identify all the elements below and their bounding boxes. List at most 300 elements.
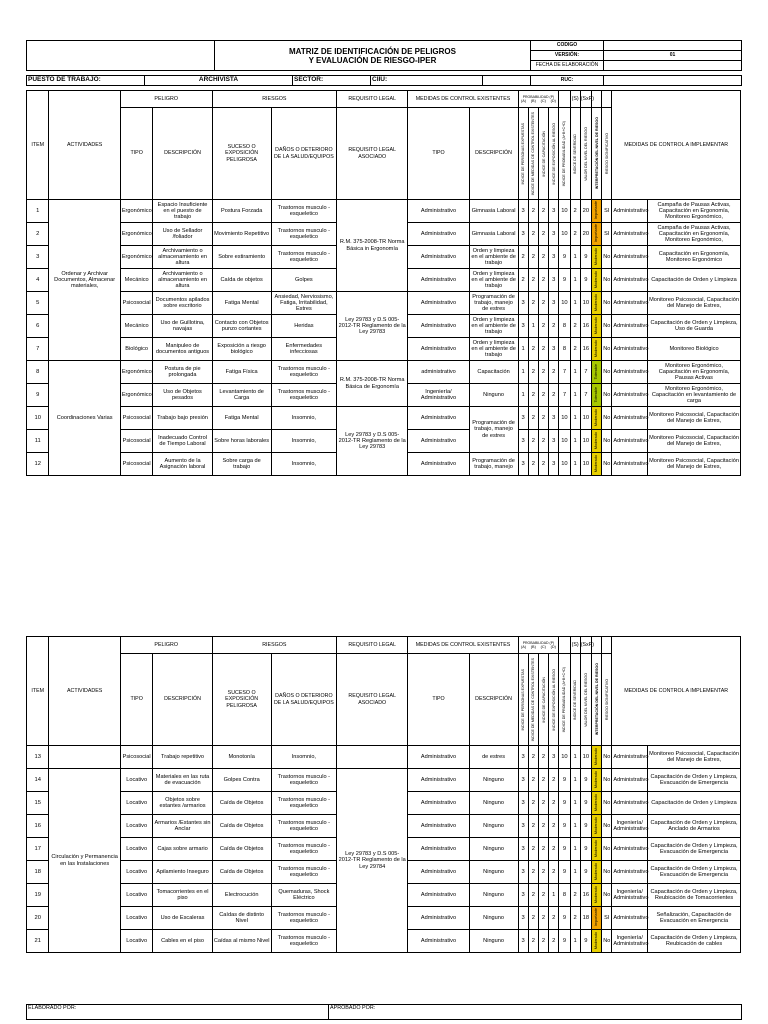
index-d: 3	[549, 430, 559, 453]
peligro-descripcion: Uso de Guillotina, navajas	[153, 315, 212, 338]
risk-level-label: Moderado	[594, 862, 599, 880]
index-b: 2	[528, 792, 538, 815]
legal-requirement: R.M. 375-2008-TR Norma Básica in Ergonomía	[337, 200, 408, 292]
risk-level	[591, 223, 601, 246]
significant-risk: No	[602, 930, 612, 953]
peligro-tipo: Locativo	[120, 815, 153, 838]
index-b: 2	[528, 269, 538, 292]
significant-risk: No	[602, 315, 612, 338]
suceso: Electrocución	[212, 884, 271, 907]
v1-header: INDICE DE PERSONAS EXPUESTAS	[521, 122, 526, 185]
puesto-value: ARCHIVISTA	[145, 76, 293, 86]
index-d: 2	[549, 361, 559, 384]
index-p: 9	[559, 815, 570, 838]
significant-risk: No	[602, 430, 612, 453]
medida-descripcion: Ninguno	[469, 838, 518, 861]
index-sp: 9	[580, 930, 591, 953]
implement-descripcion: Capacitación de Orden y Limpieza, Evacuación de Emergencia	[648, 838, 741, 861]
index-a: 3	[518, 223, 528, 246]
fecha-value	[604, 61, 742, 71]
peligro-descripcion: Cajas sobre armario	[153, 838, 212, 861]
peligro-descripcion: Postura de pie prolongada	[153, 361, 212, 384]
implement-descripcion: Capacitación en Ergonomía, Monitoreo Ergonómico	[648, 246, 741, 269]
document-title	[215, 41, 531, 71]
index-c: 2	[538, 315, 548, 338]
implement-descripcion: Monitoreo Ergonómico, Capacitación en levantamiento de carga	[648, 384, 741, 407]
medida-descripcion: Gimnasia Laboral	[469, 223, 518, 246]
index-p: 9	[559, 838, 570, 861]
index-c: 2	[538, 407, 548, 430]
medida-tipo: Ingeniería/ Administrativo	[408, 384, 469, 407]
dano: Golpes	[271, 269, 336, 292]
peligro-tipo: Locativo	[120, 861, 153, 884]
peligro-descripcion: Archivamiento o almacenamiento en altura	[153, 269, 212, 292]
suceso: Postura Forzada	[212, 200, 271, 223]
index-sp: 10	[580, 407, 591, 430]
danos-header-2: DAÑOS O DETERIORO DE LA SALUD/EQUIPOS	[271, 654, 336, 746]
risk-level	[591, 338, 601, 361]
danos-header: DAÑOS O DETERIORO DE LA SALUD/EQUIPOS	[271, 108, 336, 200]
peligro-descripcion: Documentos apilados sobre escritorio	[153, 292, 212, 315]
v8-header-2: INTERPRETACIÓN DEL NIVEL DE RIESGO	[594, 663, 599, 736]
peligro-descripcion: Tomacorrientes en el piso	[153, 884, 212, 907]
item-header-2: ITEM	[27, 637, 49, 746]
table-row	[27, 769, 741, 792]
version-value: 01	[604, 51, 742, 61]
medida-descripcion: Orden y limpieza en el ambiente de trabajo	[469, 338, 518, 361]
index-sp: 16	[580, 884, 591, 907]
codigo-value	[604, 41, 742, 51]
peligro-tipo: Psicosocial	[120, 453, 153, 476]
index-s: 1	[570, 246, 580, 269]
implement-descripcion: Campaña de Pausas Activas, Capacitación en Ergonomía, Monitoreo Ergonómico,	[648, 200, 741, 223]
peligro-descripcion: Uso de Sellador /foliador	[153, 223, 212, 246]
item-number: 11	[27, 430, 49, 453]
implement-descripcion: Capacitación de Orden y Limpieza, Reubicación de cables	[648, 930, 741, 953]
index-s: 1	[570, 746, 580, 769]
index-p: 10	[559, 746, 570, 769]
dano: Trastornos musculo - esqueletico	[271, 907, 336, 930]
index-a: 1	[518, 384, 528, 407]
item-number: 7	[27, 338, 49, 361]
index-p: 10	[559, 292, 570, 315]
aprobado-label: APROBADO POR:	[329, 1005, 742, 1020]
significant-risk: No	[602, 792, 612, 815]
implement-descripcion: Monitoreo Ergonómico, Capacitación en Ergonomía, Pausas Activas	[648, 361, 741, 384]
table-row	[27, 361, 741, 384]
peligro-tipo: Psicosocial	[120, 746, 153, 769]
risk-level-label: Moderado	[594, 454, 599, 472]
descripcion-header-2: DESCRIPCIÓN	[153, 654, 212, 746]
medidas-existentes-header: MEDIDAS DE CONTROL EXISTENTES	[408, 91, 518, 108]
medida-tipo: Administrativo	[408, 269, 469, 292]
dano: Insomnio,	[271, 453, 336, 476]
index-b: 2	[528, 384, 538, 407]
descripcion2-header-2: DESCRIPCIÓN	[469, 654, 518, 746]
index-a: 3	[518, 838, 528, 861]
v2-header: INDICE DE MEDIDAS DE CONTROL EXISTENTES	[531, 111, 536, 196]
significant-risk: No	[602, 407, 612, 430]
sp-header-2: (SxP)	[580, 637, 591, 654]
suceso: Sobre carga de trabajo	[212, 453, 271, 476]
index-a: 3	[518, 815, 528, 838]
index-s: 1	[570, 430, 580, 453]
v6-header: INDICE DE SEVERIDAD	[573, 133, 578, 174]
implement-descripcion: Capacitación de Orden y Limpieza	[648, 269, 741, 292]
implement-tipo: Administrativo	[612, 792, 648, 815]
index-a: 2	[518, 246, 528, 269]
index-d: 2	[549, 769, 559, 792]
dano: Trastornos musculo - esqueletico	[271, 838, 336, 861]
implement-descripcion: Capacitación de Orden y Limpieza, Reubicación de Tomacorrientes	[648, 884, 741, 907]
index-b: 2	[528, 430, 538, 453]
index-p: 10	[559, 453, 570, 476]
peligro-descripcion: Inadecuado Control de Tiempo Laboral	[153, 430, 212, 453]
v6-header-2: INDICE DE SEVERIDAD	[573, 679, 578, 720]
index-s: 1	[570, 769, 580, 792]
risk-level-label: Moderado	[594, 885, 599, 903]
index-s: 1	[570, 384, 580, 407]
medida-tipo: Administrativo	[408, 430, 469, 453]
peligro-descripcion: Apilamiento Inseguro	[153, 861, 212, 884]
index-c: 2	[538, 453, 548, 476]
title-line-1: MATRIZ DE IDENTIFICACIÓN DE PELIGROS	[289, 46, 456, 56]
item-number: 15	[27, 792, 49, 815]
item-number: 2	[27, 223, 49, 246]
medida-tipo: Administrativo	[408, 861, 469, 884]
index-s: 1	[570, 930, 580, 953]
index-d: 2	[549, 384, 559, 407]
item-number: 5	[27, 292, 49, 315]
suceso-header: SUCESO O EXPOSICIÓN PELIGROSA	[212, 108, 271, 200]
v5-header-2: INDICE DE PROBABILIDAD (A+B+C+D)	[562, 666, 567, 733]
requisito-header: REQUISITO LEGAL	[337, 91, 408, 108]
req-asociado-header-2: REQUISITO LEGAL ASOCIADO	[337, 654, 408, 746]
descripcion-header: DESCRIPCIÓN	[153, 108, 212, 200]
risk-level-label: Moderado	[594, 247, 599, 265]
index-d: 3	[549, 453, 559, 476]
v7-header-2: VALOR DEL NIVEL DEL RIESGO	[583, 672, 588, 727]
risk-level	[591, 361, 601, 384]
v5-header: INDICE DE PROBABILIDAD (A+B+C+D)	[562, 120, 567, 187]
index-p: 9	[559, 907, 570, 930]
dano: Enfermedades infecciosas	[271, 338, 336, 361]
title-line-2: Y EVALUACIÓN DE RIESGO-IPER	[308, 55, 437, 65]
dano: Ansiedad, Nerviosismo, Fatiga, Irritabilidad, Estres	[271, 292, 336, 315]
significant-risk: No	[602, 384, 612, 407]
risk-level-label: Importante	[594, 908, 599, 927]
peligro-tipo: Biológico	[120, 338, 153, 361]
index-d: 3	[549, 338, 559, 361]
medida-descripcion: Ninguno	[469, 792, 518, 815]
medidas-implementar-header-2: MEDIDAS DE CONTROL A IMPLEMENTAR	[612, 637, 741, 746]
index-d: 2	[549, 792, 559, 815]
index-p: 9	[559, 792, 570, 815]
index-p: 9	[559, 769, 570, 792]
peligro-descripcion: Trabajo bajo presión	[153, 407, 212, 430]
index-a: 3	[518, 292, 528, 315]
peligro-descripcion: Trabajo repetitivo	[153, 746, 212, 769]
suceso: Caída de Objetos	[212, 838, 271, 861]
tipo-header-2: TIPO	[120, 654, 153, 746]
index-sp: 10	[580, 746, 591, 769]
index-d: 3	[549, 269, 559, 292]
medida-descripcion: Orden y limpieza en el ambiente de trabajo	[469, 315, 518, 338]
dano: Trastornos musculo - esqueletico	[271, 246, 336, 269]
risk-level-label: Moderado	[594, 816, 599, 834]
index-d: 2	[549, 815, 559, 838]
index-s: 1	[570, 792, 580, 815]
implement-tipo: Administrativo	[612, 384, 648, 407]
index-b: 1	[528, 315, 538, 338]
index-p: 8	[559, 338, 570, 361]
peligro-tipo: Psicosocial	[120, 292, 153, 315]
risk-level	[591, 430, 601, 453]
v9-header: RIESGO SIGNIFICATIVO	[604, 132, 609, 175]
implement-tipo: Ingeniería/ Administrativo	[612, 815, 648, 838]
index-d: 2	[549, 907, 559, 930]
medida-tipo: Administrativo	[408, 200, 469, 223]
suceso: Fatiga Física	[212, 361, 271, 384]
peligro-tipo: Ergonómico	[120, 246, 153, 269]
medida-descripcion: Orden y limpieza en el ambiente de trabajo	[469, 246, 518, 269]
index-c: 2	[538, 838, 548, 861]
activity: Ordenar y Archivar Documentos, Almacenar materiales,	[49, 200, 120, 361]
risk-level	[591, 384, 601, 407]
implement-tipo: Administrativo	[612, 246, 648, 269]
index-p: 8	[559, 884, 570, 907]
risk-level-label: Moderado	[594, 747, 599, 765]
legal-requirement: R.M. 375-2008-TR Norma Básica de Ergonomía	[337, 361, 408, 407]
risk-level	[591, 792, 601, 815]
significant-risk: No	[602, 861, 612, 884]
index-a: 2	[518, 269, 528, 292]
peligro-descripcion: Archivamiento o almacenamiento en altura	[153, 246, 212, 269]
medida-descripcion: Orden y limpieza en el ambiente de trabajo	[469, 269, 518, 292]
suceso: Levantamiento de Carga	[212, 384, 271, 407]
medida-tipo: Administrativo	[408, 930, 469, 953]
item-number: 6	[27, 315, 49, 338]
legal-requirement: Ley 29783 y D.S 005-2012-TR Reglamento de la Ley 29784	[337, 769, 408, 953]
suceso: Caída de Objetos	[212, 792, 271, 815]
probabilidad-header: PROBABILIDAD (P) (A) (B) (C) (D)	[518, 91, 559, 108]
suceso: Golpes Contra	[212, 769, 271, 792]
risk-level	[591, 746, 601, 769]
peligro-tipo: Psicosocial	[120, 430, 153, 453]
peligro-tipo: Ergonómico	[120, 384, 153, 407]
index-p: 9	[559, 861, 570, 884]
v1-header-2: INDICE DE PERSONAS EXPUESTAS	[521, 668, 526, 731]
dano: Trastornos musculo - esqueletico	[271, 769, 336, 792]
iper-table-2	[26, 636, 741, 953]
item-number: 9	[27, 384, 49, 407]
peligro-tipo: Locativo	[120, 930, 153, 953]
index-c: 2	[538, 792, 548, 815]
implement-tipo: Administrativo	[612, 838, 648, 861]
suceso: Caída de objetos	[212, 269, 271, 292]
activity: Coordinaciones Varias	[49, 361, 120, 476]
risk-level	[591, 269, 601, 292]
implement-descripcion: Capacitación de Orden y Limpieza, Evacuación de Emergencia	[648, 769, 741, 792]
implement-tipo: Administrativo	[612, 223, 648, 246]
index-sp: 10	[580, 453, 591, 476]
peligro-descripcion: Armarios /Estantes sin Anclar	[153, 815, 212, 838]
index-a: 1	[518, 361, 528, 384]
medida-tipo: Administrativo	[408, 338, 469, 361]
legal-requirement	[337, 746, 408, 769]
implement-tipo: Administrativo	[612, 269, 648, 292]
implement-tipo: Administrativo	[612, 200, 648, 223]
index-a: 3	[518, 861, 528, 884]
significant-risk: No	[602, 769, 612, 792]
index-sp: 20	[580, 200, 591, 223]
index-p: 7	[559, 361, 570, 384]
risk-level	[591, 838, 601, 861]
index-b: 2	[528, 361, 538, 384]
implement-descripcion: Capacitación de Orden y Limpieza, Evacuación de Emergencia	[648, 861, 741, 884]
index-sp: 16	[580, 315, 591, 338]
tipo2-header-2: TIPO	[408, 654, 469, 746]
medida-tipo: Administrativo	[408, 246, 469, 269]
index-b: 2	[528, 930, 538, 953]
index-b: 2	[528, 223, 538, 246]
peligro-descripcion: Aumento de la Asignación laboral	[153, 453, 212, 476]
index-s: 2	[570, 884, 580, 907]
item-header: ITEM	[27, 91, 49, 200]
index-b: 2	[528, 815, 538, 838]
version-label: VERSIÓN:	[531, 51, 604, 61]
implement-tipo: Administrativo	[612, 338, 648, 361]
peligro-descripcion: Manipuleo de documentos antiguos	[153, 338, 212, 361]
risk-level	[591, 769, 601, 792]
tipo-header: TIPO	[120, 108, 153, 200]
implement-descripcion: Capacitación de Orden y Limpieza, Uso de Guarda	[648, 315, 741, 338]
medidas-existentes-header-2: MEDIDAS DE CONTROL EXISTENTES	[408, 637, 518, 654]
risk-level	[591, 315, 601, 338]
suceso: Caídas de distinto Nivel	[212, 907, 271, 930]
riesgos-header-2: RIESGOS	[212, 637, 336, 654]
item-number: 19	[27, 884, 49, 907]
sector-label: SECTOR:	[293, 76, 371, 86]
dano: Trastornos musculo - esqueletico	[271, 930, 336, 953]
table-row	[27, 292, 741, 315]
risk-level-label: Tolerable	[594, 363, 599, 380]
risk-level	[591, 246, 601, 269]
v9-header-2: RIESGO SIGNIFICATIVO	[604, 678, 609, 721]
index-sp: 18	[580, 907, 591, 930]
peligro-header: PELIGRO	[120, 91, 212, 108]
index-s: 1	[570, 269, 580, 292]
table-row	[27, 407, 741, 430]
implement-descripcion: Monitoreo Biológico	[648, 338, 741, 361]
medida-descripcion: Programación de trabajo, manejo	[469, 453, 518, 476]
implement-descripcion: Monitoreo Psicosocial, Capacitación del Manejo de Estres,	[648, 407, 741, 430]
index-p: 9	[559, 930, 570, 953]
item-number: 8	[27, 361, 49, 384]
risk-level	[591, 407, 601, 430]
item-number: 17	[27, 838, 49, 861]
index-d: 3	[549, 292, 559, 315]
req-asociado-header: REQUISITO LEGAL ASOCIADO	[337, 108, 408, 200]
significant-risk: SI	[602, 907, 612, 930]
peligro-tipo: Locativo	[120, 792, 153, 815]
index-p: 9	[559, 269, 570, 292]
index-c: 2	[538, 746, 548, 769]
risk-level-label: Importante	[594, 224, 599, 243]
risk-level-label: Moderado	[594, 408, 599, 426]
ruc-label: RUC:	[531, 76, 604, 86]
index-p: 10	[559, 430, 570, 453]
s-header-2: (S)	[570, 637, 580, 654]
peligro-tipo: Locativo	[120, 884, 153, 907]
index-a: 3	[518, 907, 528, 930]
legal-requirement: Ley 29783 y D.S 005-2012-TR Reglamento de la Ley 29783	[337, 407, 408, 476]
item-number: 10	[27, 407, 49, 430]
index-d: 3	[549, 223, 559, 246]
index-s: 1	[570, 838, 580, 861]
risk-level-label: Importante	[594, 201, 599, 220]
implement-tipo: Administrativo	[612, 315, 648, 338]
index-c: 2	[538, 223, 548, 246]
requisito-header-2: REQUISITO LEGAL	[337, 637, 408, 654]
risk-level	[591, 292, 601, 315]
suceso: Monotonía	[212, 746, 271, 769]
peligro-tipo: Ergonómico	[120, 361, 153, 384]
index-b: 2	[528, 907, 538, 930]
index-p: 10	[559, 407, 570, 430]
index-b: 2	[528, 338, 538, 361]
peligro-descripcion: Objetos sobre estantes /armarios	[153, 792, 212, 815]
index-b: 2	[528, 407, 538, 430]
index-sp: 16	[580, 338, 591, 361]
index-p: 10	[559, 223, 570, 246]
medida-tipo: Administrativo	[408, 453, 469, 476]
index-s: 1	[570, 361, 580, 384]
index-s: 1	[570, 407, 580, 430]
index-b: 2	[528, 861, 538, 884]
item-number: 18	[27, 861, 49, 884]
v4-header-2: INDICE DE EXPOSICIÓN AL RIESGO	[551, 668, 556, 731]
index-s: 2	[570, 338, 580, 361]
implement-tipo: Ingeniería/ Administrativo	[612, 930, 648, 953]
suceso: Caídas al mismo Nivel	[212, 930, 271, 953]
index-b: 2	[528, 884, 538, 907]
index-sp: 9	[580, 269, 591, 292]
medida-descripcion: Programación de trabajo, manejo de estres	[469, 292, 518, 315]
risk-level	[591, 884, 601, 907]
index-p: 10	[559, 200, 570, 223]
index-b: 2	[528, 200, 538, 223]
implement-tipo: Administrativo	[612, 361, 648, 384]
peligro-tipo: Psicosocial	[120, 407, 153, 430]
medida-tipo: Administrativo	[408, 769, 469, 792]
medida-tipo: Administrativo	[408, 746, 469, 769]
index-a: 3	[518, 200, 528, 223]
medida-descripcion: Programación de trabajo, manejo de estres	[469, 407, 518, 453]
implement-tipo: Administrativo	[612, 746, 648, 769]
index-a: 3	[518, 792, 528, 815]
index-s: 1	[570, 453, 580, 476]
medida-descripcion: Ninguno	[469, 384, 518, 407]
medidas-implementar-header: MEDIDAS DE CONTROL A IMPLEMENTAR	[612, 91, 741, 200]
medida-tipo: Administrativo	[408, 815, 469, 838]
risk-level-label: Moderado	[594, 931, 599, 949]
document-header	[26, 40, 742, 71]
significant-risk: No	[602, 453, 612, 476]
index-a: 3	[518, 930, 528, 953]
significant-risk: No	[602, 815, 612, 838]
medida-descripcion: Capacitación	[469, 361, 518, 384]
